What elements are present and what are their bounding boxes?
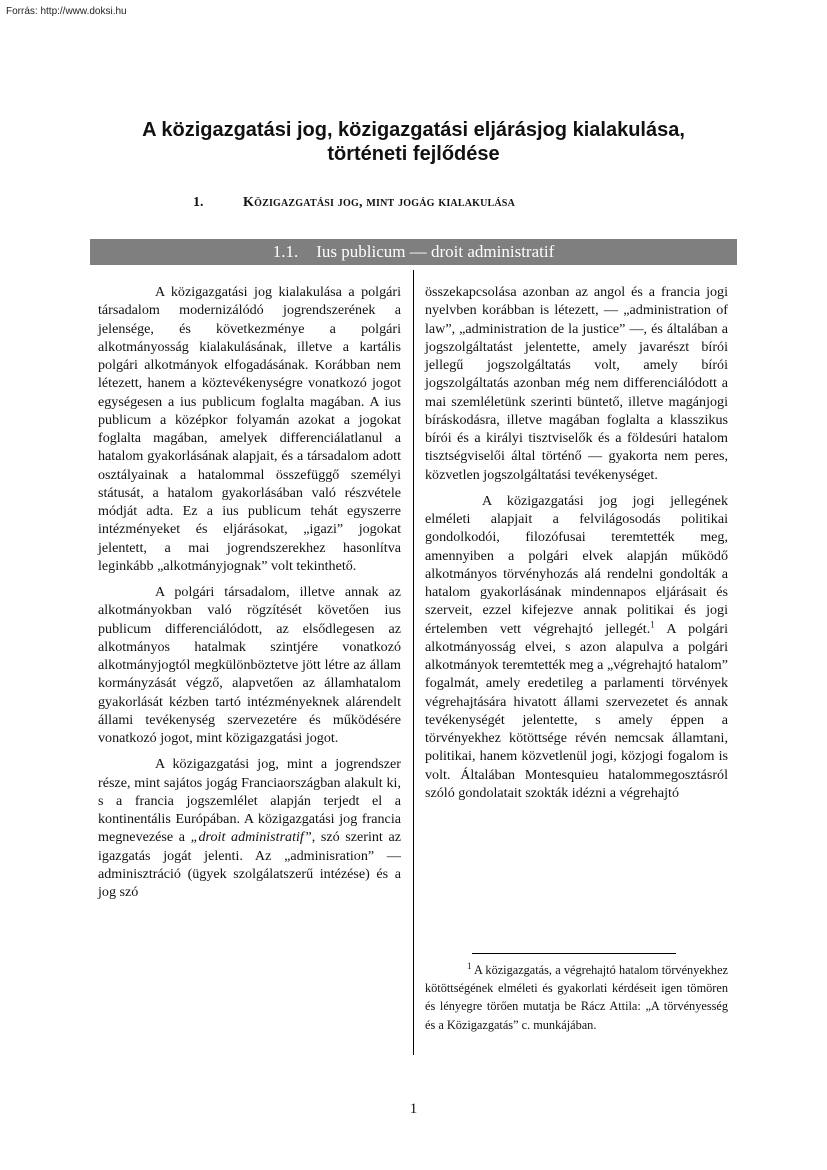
paragraph: összekapcsolása azonban az angol és a francia jogi nyelvben korábban is létezett, — „administration of law”, „administration de la justice” —, és általában a jogszolgáltatást jelentette, amely javarészt bírói jellegű jogszolgáltatás volt, amely bírói jogszolgáltatás azonban még nem differenciálódott a mai szemléletünk szerinti büntető, illetve magánjogi bíráskodásra, illetve magában foglalta a klasszikus bírói és a királyi tisztviselők és a földesúri hatalom tisztségviselői által történő — gyakorta nem peres, közvetlen jogszolgáltatási tevékenységet. [425, 284, 728, 483]
paragraph: A polgári társadalom, illetve annak az alkotmányokban való rögzítését követően ius publicum differenciálódott, az elsődlegesen az alkotmányos hatalmak szintjére vonatkozó alkotmányjogtól megkülönböztetve jött létre az állam kormányzását végző, alapvetően az államhatalom gyakorlását kézben tartó intézményeknek alárendelt állami tevékenység szervezetére és működésére vonatkozó jogot, mint közigazgatási jogot. [98, 584, 401, 746]
subsection-number: 1.1. [272, 242, 299, 261]
paragraph: A közigazgatási jog kialakulása a polgári társadalom modernizálódó jogrendszerének a jelensége, és következménye a polgári alkotmányosság kialakulásának, illetve a kartális polgári alkotmányok elfogadásának. Korábban nem létezett, hanem a köztevékenységre vonatkozó jogot egységesen a ius publicum foglalta magában. A ius publicum a középkor folyamán azokat a jogokat foglalta magában, amelyek differenciálatlanul a hatalom gyakorlásának alapjait, és a társadalom adott osztályainak a hatalommal összefüggő személyi státusát, a hatalom gyakorlásában való részvétele módját adta. Ez a ius publicum tehát egyszerre intézményeket és eljárásokat, „igazi” jogokat jelentett, a mai jogrendszerekhez hasonlítva leginkább „alkotmányjognak” volt tekinthető. [98, 284, 401, 574]
paragraph-text: , szó szerint az igazgatás jogát jelenti. Az „adminisration” — adminisztráció (ügyek szolgálatszerű intézése) és a jog szó [98, 829, 401, 900]
subsection-title: Ius publicum — droit administratif [316, 242, 555, 261]
footnote-reference[interactable]: 1 [650, 618, 655, 629]
paragraph [425, 492, 728, 802]
document-title [60, 118, 767, 166]
subsection-heading-bar [90, 239, 737, 265]
section-title: Közigazgatási jog, mint jogág kialakulása [243, 195, 515, 210]
right-column [425, 283, 728, 802]
page-number: 1 [409, 1101, 418, 1117]
paragraph-text: A közigazgatási jog, mint a jogrendszer része, mint sajátos jogág Franciaországban alakult ki, s a francia jogszemlélet alapján terjedt el a kontinentális Európában. A közigazgatási jog francia megnevezése a [98, 756, 401, 846]
column-divider [413, 270, 414, 1055]
emphasis-text: „droit administratif” [190, 829, 312, 846]
footnote [425, 961, 728, 1034]
paragraph-text: A polgári alkotmányosság elvei, s azon alapulva a polgári alkotmányok teremtették meg a „végrehajtó hatalom” fogalmát, amely eredetileg a parlamenti törvények végrehajtására hivatott állami szervezetet és annak tevékenységét jelentette, s amely éppen a törvényekhez kötöttsége révén nemcsak államtani, politikai, hanem közvetlenül jogi, közjogi fogalom is volt. Általában Montesquieu hatalommegosztásról szóló gondolatait szokták idézni a végrehajtó [425, 620, 728, 801]
section-number: 1. [193, 195, 204, 210]
title-line-1: A közigazgatási jog, közigazgatási eljárásjog kialakulása, [142, 119, 685, 141]
title-line-2: történeti fejlődése [327, 143, 500, 165]
footnote-mark: 1 [467, 960, 472, 971]
source-note: Forrás: http://www.doksi.hu [6, 6, 127, 17]
paragraph-text: A közigazgatási jog jogi jellegének elméleti alapjait a felvilágosodás politikai gondolkodói, filozófusai teremtették meg, amennyiben a polgári elvek alapján működő alkotmányos törvényhozás alá rendelni gondolták a hatalom gyakorlásának mindennapos eljárásait és szerveit, ezzel kifejezve annak politikai és jogi értelemben vett végrehajtó jellegét. [425, 492, 728, 637]
footnote-text: A közigazgatás, a végrehajtó hatalom törvényekhez kötöttségének elméleti és gyakorlati kérdéseit igen tömören és lényegre törően mutatja be Rácz Attila: „A törvényesség és a Közigazgatás” c. munkájában. [425, 963, 728, 1032]
paragraph [98, 755, 401, 901]
footnote-separator [472, 953, 676, 954]
left-column [98, 283, 401, 901]
